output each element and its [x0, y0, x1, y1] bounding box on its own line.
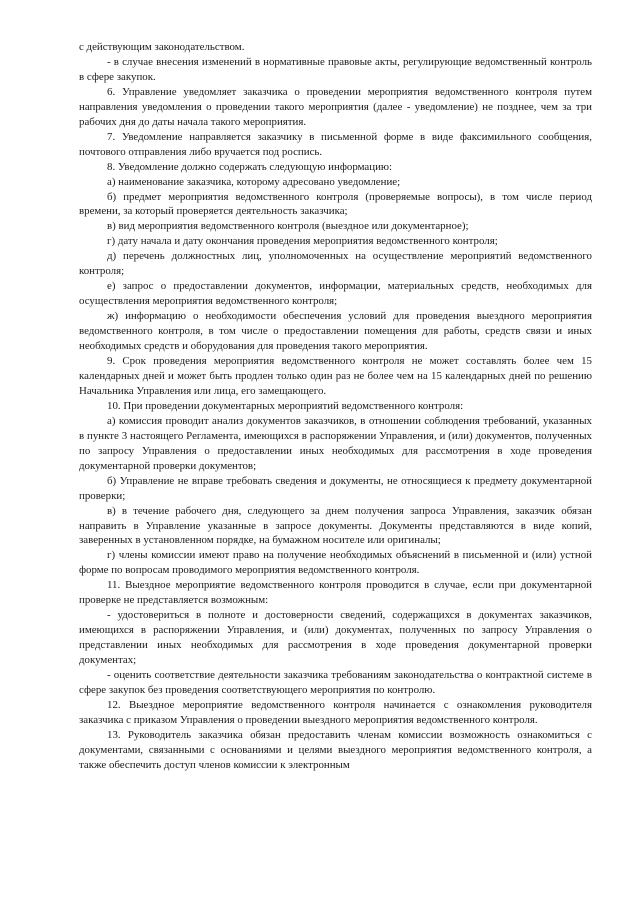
paragraph: 9. Срок проведения мероприятия ведомственного контроля не может составлять более чем 15 календарных дней и может быть продлен только один раз не более чем на 15 календарных дней по решению Начальника Управления или лица, его замещающего.: [79, 355, 592, 397]
paragraph: с действующим законодательством.: [79, 41, 245, 53]
paragraph: 12. Выездное мероприятие ведомственного контроля начинается с ознакомления руководителя заказчика с приказом Управления о проведении выездного мероприятия ведомственного контроля.: [79, 698, 592, 726]
paragraph: 11. Выездное мероприятие ведомственного контроля проводится в случае, если при документарной проверке не представляется возможным:: [79, 579, 592, 607]
paragraph: в) в течение рабочего дня, следующего за днем получения запроса Управления, заказчик обязан направить в Управление указанные в запросе документы. Документы представляются в виде копий, заверенных в установленном порядке, на бумажном носителе или оригиналы;: [79, 504, 592, 547]
paragraph: е) запрос о предоставлении документов, информации, материальных средств, необходимых для осуществления мероприятия ведомственного контроля;: [79, 280, 592, 308]
paragraph: 6. Управление уведомляет заказчика о проведении мероприятия ведомственного контроля путем направления уведомления о проведении такого мероприятия (далее - уведомление) не позднее, чем за три рабочих дня до даты начала такого мероприятия.: [79, 85, 592, 128]
paragraph: б) предмет мероприятия ведомственного контроля (проверяемые вопросы), в том числе период времени, за который проверяется деятельность заказчика;: [79, 190, 592, 218]
paragraph: 8. Уведомление должно содержать следующую информацию:: [107, 160, 393, 173]
paragraph: - в случае внесения изменений в нормативные правовые акты, регулирующие ведомственный контроль в сфере закупок.: [79, 55, 592, 83]
paragraph: б) Управление не вправе требовать сведения и документы, не относящиеся к предмету документарной проверки;: [79, 474, 592, 502]
paragraph: д) перечень должностных лиц, уполномоченных на осуществление мероприятий ведомственного контроля;: [79, 250, 592, 278]
document-body: [79, 40, 592, 773]
paragraph: а) наименование заказчика, которому адресовано уведомление;: [107, 175, 401, 188]
paragraph: 7. Уведомление направляется заказчику в письменной форме в виде факсимильного сообщения, почтового отправления либо вручается под роспись.: [79, 130, 592, 158]
paragraph: г) дату начала и дату окончания проведения мероприятия ведомственного контроля;: [107, 235, 498, 248]
paragraph: 10. При проведении документарных мероприятий ведомственного контроля:: [107, 399, 464, 412]
paragraph: - удостовериться в полноте и достоверности сведений, содержащихся в документах заказчиков, имеющихся в распоряжении Управления, и (или) документах, полученных по запросу Управления о представлении иных необходимых для рассмотрения в ходе проведения документарной проверки документах;: [79, 609, 592, 667]
paragraph: - оценить соответствие деятельности заказчика требованиям законодательства о контрактной системе в сфере закупок без проведения соответствующего мероприятия по контролю.: [79, 669, 592, 696]
paragraph: ж) информацию о необходимости обеспечения условий для проведения выездного мероприятия ведомственного контроля, в том числе о предоставлении помещения для работы, средств связи и иных необходимых средств и оборудования для проведения такого мероприятия.: [79, 310, 592, 353]
paragraph: а) комиссия проводит анализ документов заказчиков, в отношении соблюдения требований, указанных в пункте 3 настоящего Регламента, имеющихся в распоряжении Управления, и (или) документов, полученных по запросу Управления о предоставлении иных необходимых для рассмотрения в ходе проведения документарной проверки документов;: [79, 414, 592, 472]
paragraph: в) вид мероприятия ведомственного контроля (выездное или документарное);: [107, 220, 469, 233]
paragraph: 13. Руководитель заказчика обязан предоставить членам комиссии возможность ознакомиться с документами, связанными с основаниями и целями выездного мероприятия ведомственного контроля, а также обеспечить доступ членов комиссии к электронным: [79, 728, 592, 771]
paragraph: г) члены комиссии имеют право на получение необходимых объяснений в письменной и (или) устной форме по вопросам проводимого мероприятия ведомственного контроля.: [79, 549, 592, 577]
